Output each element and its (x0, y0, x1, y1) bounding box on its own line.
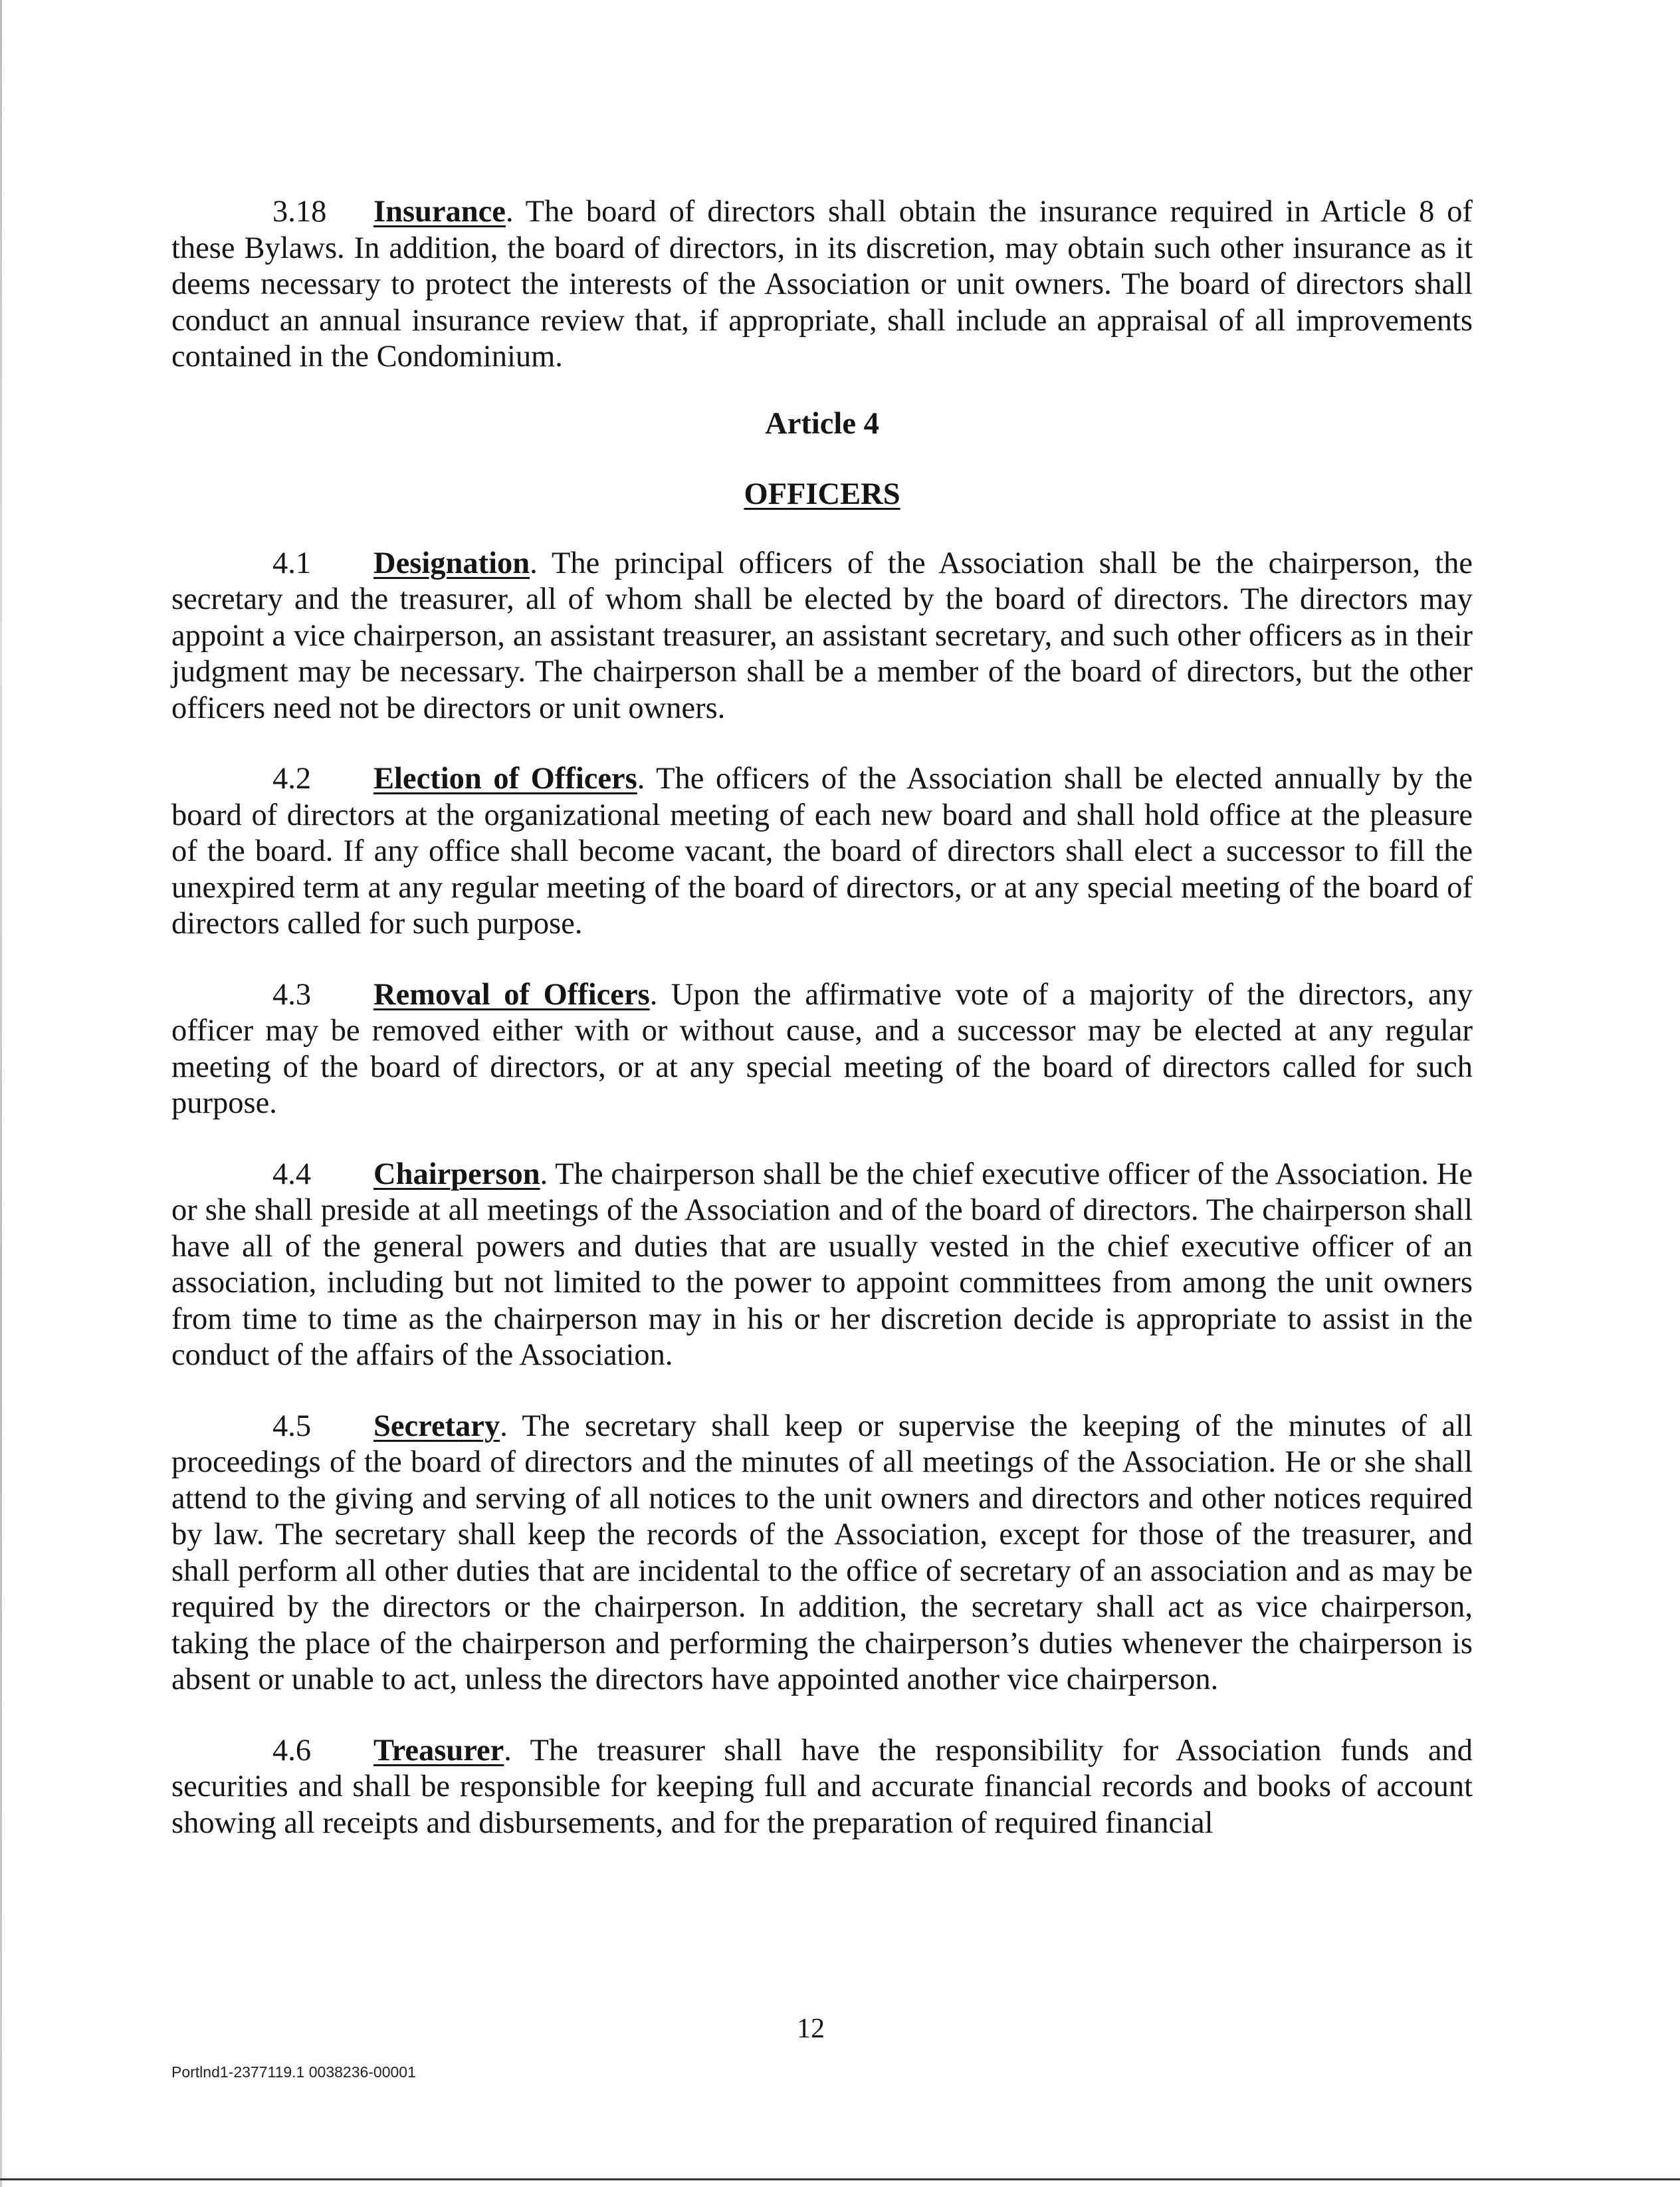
section-heading: Designation (373, 546, 530, 580)
section-body: . Upon the affirmative vote of a majority of the directors, any officer may be removed either with or without cause, and a successor may be elected at any regular meeting of the board of directors, or at any special meeting of the board of directors called for such purpose. (171, 977, 1473, 1120)
section-heading: Secretary (373, 1409, 500, 1443)
section-number: 4.4 (272, 1157, 312, 1191)
footer-document-id: Portlnd1-2377119.1 0038236-00001 (171, 2063, 416, 2081)
section-number: 4.2 (272, 762, 312, 796)
section-number: 4.1 (272, 546, 312, 580)
section-4-1 (171, 546, 1473, 727)
section-number: 4.6 (272, 1733, 312, 1768)
section-4-3 (171, 977, 1473, 1122)
section-4-5 (171, 1409, 1473, 1698)
section-heading: Treasurer (373, 1733, 504, 1768)
section-body: . The officers of the Association shall be elected annually by the board of directors at the organizational meeting of each new board and shall hold office at the pleasure of the board. If any office shall become vacant, the board of directors shall elect a successor to fill the unexpired term at any regular meeting of the board of directors, or at any special meeting of the board of directors called for such purpose. (171, 762, 1473, 941)
section-4-2 (171, 761, 1473, 943)
section-number: 3.18 (272, 195, 327, 229)
section-heading: Chairperson (373, 1157, 540, 1191)
section-body: . The principal officers of the Association shall be the chairperson, the secretary and the treasurer, all of whom shall be elected by the board of directors. The directors may appoint a vice chairperson, an assistant treasurer, an assistant secretary, and such other officers as in their judgment may be necessary. The chairperson shall be a member of the board of directors, but the other officers need not be directors or unit owners. (171, 546, 1473, 725)
section-number: 4.3 (272, 977, 312, 1012)
section-body: . The secretary shall keep or supervise the keeping of the minutes of all proceedings of the board of directors and the minutes of all meetings of the Association. He or she shall attend to the giving and serving of all notices to the unit owners and directors and other notices required by law. The secretary shall keep the records of the Association, except for those of the treasurer, and shall perform all other duties that are incidental to the office of secretary of an association and as may be required by the directors or the chairperson. In addition, the secretary shall act as vice chairperson, taking the place of the chairperson and performing the chairperson’s duties whenever the chairperson is absent or unable to act, unless the directors have appointed another vice chairperson. (171, 1409, 1473, 1696)
section-body: . The board of directors shall obtain the insurance required in Article 8 of these Bylaws. In addition, the board of directors, in its discretion, may obtain such other insurance as it deems necessary to protect the interests of the Association or unit owners. The board of directors shall conduct an annual insurance review that, if appropriate, shall include an appraisal of all improvements contained in the Condominium. (171, 195, 1473, 374)
section-number: 4.5 (272, 1409, 312, 1443)
scan-edge-left (0, 0, 2, 2187)
section-heading: Insurance (373, 195, 506, 229)
article-title: Article 4 (765, 406, 879, 441)
section-heading: Election of Officers (373, 762, 637, 796)
page-number: 12 (797, 2014, 825, 2044)
section-4-6 (171, 1733, 1473, 1842)
section-body: . The treasurer shall have the responsibility for Association funds and securities and shall be responsible for keeping full and accurate financial records and books of account showing all receipts and disbursements, and for the preparation of required financial (171, 1733, 1473, 1840)
section-3-18 (171, 194, 1473, 376)
section-body: . The chairperson shall be the chief executive officer of the Association. He or she shall preside at all meetings of the Association and of the board of directors. The chairperson shall have all of the general powers and duties that are usually vested in the chief executive officer of an association, including but not limited to the power to appoint committees from among the unit owners from time to time as the chairperson may in his or her discretion decide is appropriate to assist in the conduct of the affairs of the Association. (171, 1157, 1473, 1372)
page-body (171, 194, 1473, 1841)
article-heading: OFFICERS (744, 477, 900, 511)
section-heading: Removal of Officers (373, 977, 650, 1012)
scan-edge-bottom (0, 2178, 1680, 2180)
section-4-4 (171, 1157, 1473, 1374)
